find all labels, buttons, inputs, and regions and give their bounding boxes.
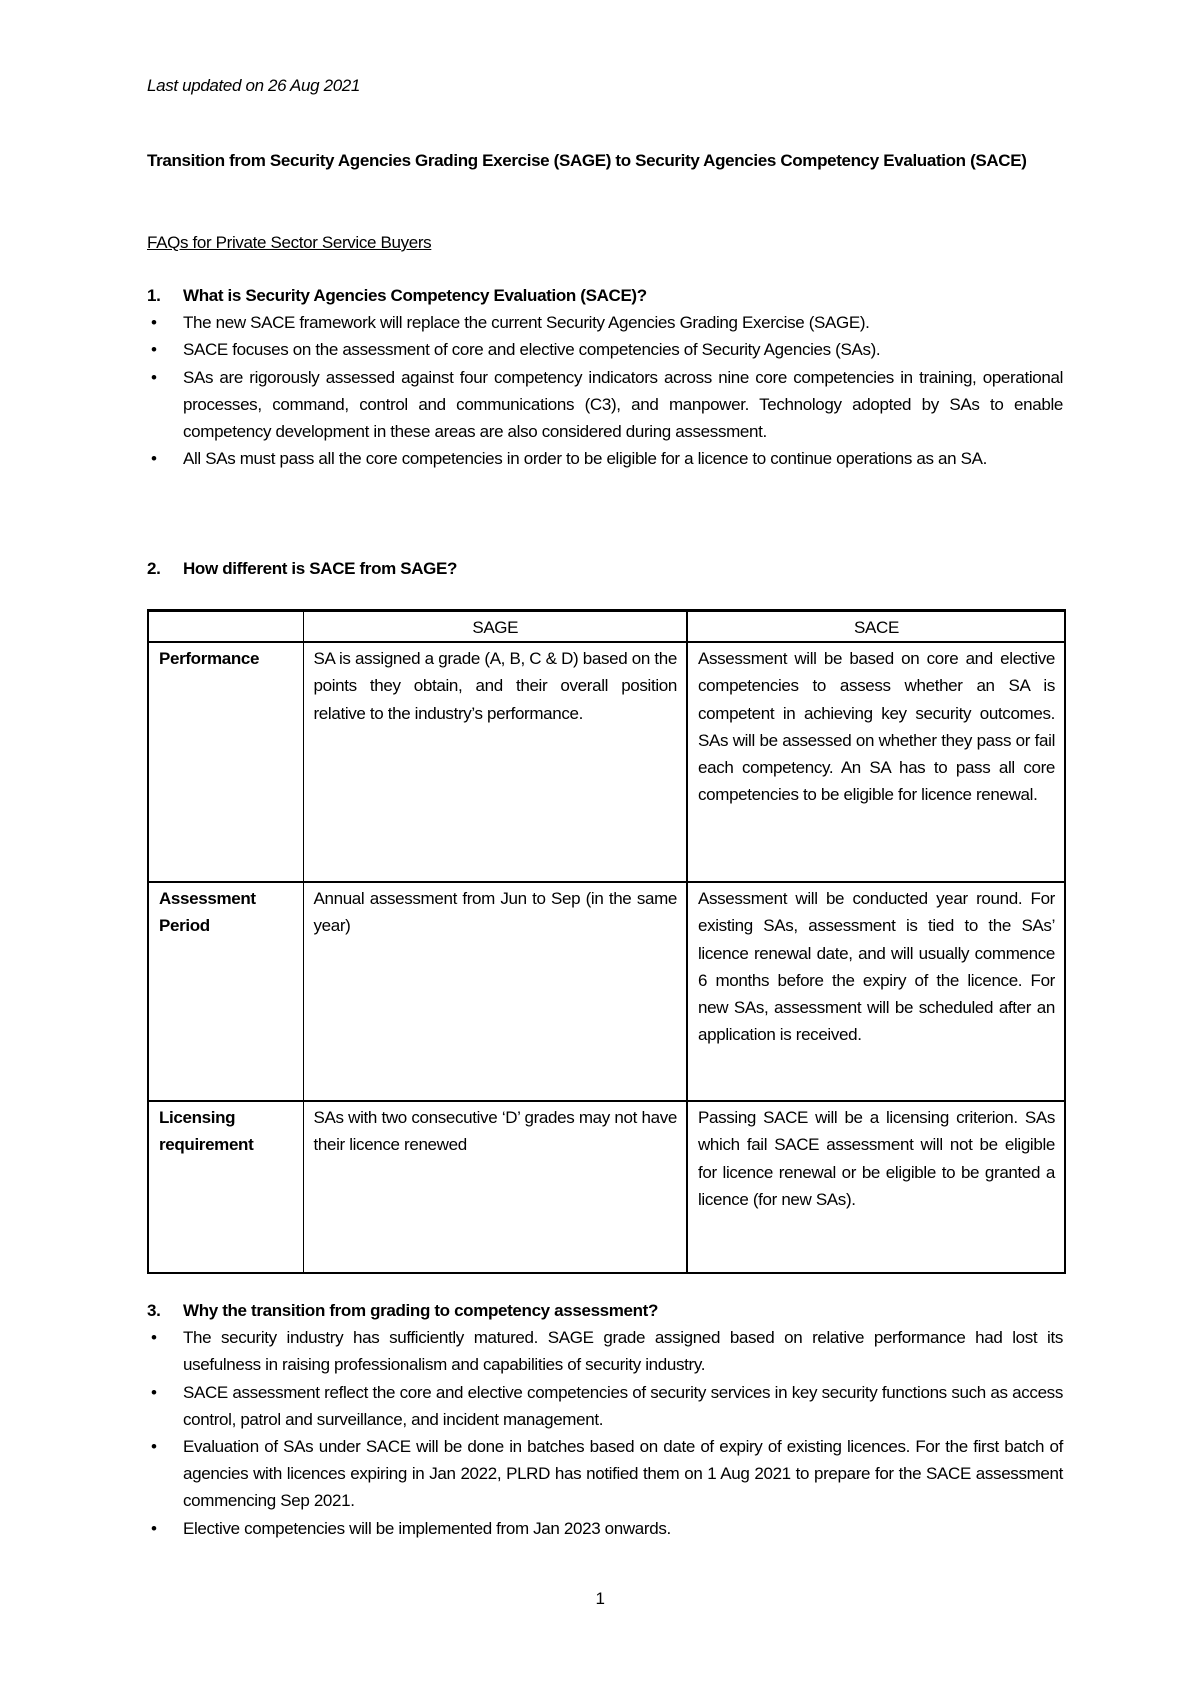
bullet-text: Evaluation of SAs under SACE will be done in batches based on date of expiry of existing licences. For the first batch of agencies with licences expiring in Jan 2022, PLRD has notified them on 1 Aug 2021 to prepare for the SACE assessment commencing Sep 2021.: [183, 1437, 1063, 1511]
bullet-text: SACE focuses on the assessment of core and elective competencies of Security Agencies (SAs).: [183, 340, 881, 360]
sace-cell: Assessment will be based on core and elective competencies to assess whether an SA is competent in achieving key security outcomes. SAs will be assessed on whether they pass or fail each competency. An SA has to pass all core competencies to be eligible for licence renewal.: [687, 642, 1065, 882]
document-title: Transition from Security Agencies Grading Exercise (SAGE) to Security Agencies Competency Evaluation (SACE): [147, 151, 1027, 170]
bullet-text: The new SACE framework will replace the current Security Agencies Grading Exercise (SAGE).: [183, 313, 870, 333]
sage-cell: SAs with two consecutive ‘D’ grades may not have their licence renewed: [303, 1101, 687, 1273]
faq-section-1: [147, 282, 1063, 472]
question-text: What is Security Agencies Competency Evaluation (SACE)?: [183, 286, 647, 305]
row-label: Assessment Period: [148, 882, 303, 1101]
faq-section-3: [147, 1297, 1063, 1542]
header-cell-empty: [148, 611, 303, 643]
bullet-icon: •: [151, 340, 157, 360]
table-row: [148, 882, 1065, 1101]
list-item: [147, 364, 1063, 446]
question-number: 1.: [147, 286, 161, 305]
bullet-icon: •: [151, 313, 157, 333]
sage-cell: SA is assigned a grade (A, B, C & D) based on the points they obtain, and their overall position relative to the industry’s performance.: [303, 642, 687, 882]
bullet-icon: •: [151, 1328, 157, 1348]
bullet-text: Elective competencies will be implemented from Jan 2023 onwards.: [183, 1518, 671, 1538]
sace-cell: Passing SACE will be a licensing criterion. SAs which fail SACE assessment will not be eligible for licence renewal or be eligible to be granted a licence (for new SAs).: [687, 1101, 1065, 1273]
bullet-text: The security industry has sufficiently matured. SAGE grade assigned based on relative performance had lost its usefulness in raising professionalism and capabilities of security industry.: [183, 1328, 1063, 1375]
last-updated: Last updated on 26 Aug 2021: [147, 76, 361, 95]
bullet-text: SACE assessment reflect the core and elective competencies of security services in key security functions such as access control, patrol and surveillance, and incident management.: [183, 1382, 1063, 1429]
list-item: [147, 1515, 1063, 1542]
bullet-icon: •: [151, 1437, 157, 1457]
bullet-icon: •: [151, 1518, 157, 1538]
list-item: [147, 309, 1063, 336]
question-1: [147, 282, 1063, 309]
table-row: [148, 1101, 1065, 1273]
document-subtitle: FAQs for Private Sector Service Buyers: [147, 233, 432, 252]
bullet-text: SAs are rigorously assessed against four competency indicators across nine core competencies in training, operational processes, command, control and communications (C3), and manpower. Technology adopted by SAs to enable competency development in these areas are also considered during assessment.: [183, 367, 1063, 442]
question-2: [147, 555, 1063, 582]
row-label: Licensing requirement: [148, 1101, 303, 1273]
bullet-icon: •: [151, 1382, 157, 1402]
comparison-table: [147, 609, 1066, 1274]
header-cell-sage: SAGE: [303, 611, 687, 643]
question-number: 3.: [147, 1301, 161, 1320]
list-item: [147, 1433, 1063, 1515]
header-cell-sace: SACE: [687, 611, 1065, 643]
sace-cell: Assessment will be conducted year round. For existing SAs, assessment is tied to the SAs’ licence renewal date, and will usually commence 6 months before the expiry of the licence. For new SAs, assessment will be scheduled after an application is received.: [687, 882, 1065, 1101]
bullet-text: All SAs must pass all the core competencies in order to be eligible for a licence to continue operations as an SA.: [183, 449, 987, 469]
list-item: [147, 445, 1063, 472]
question-text: How different is SACE from SAGE?: [183, 559, 458, 578]
list-item: [147, 1324, 1063, 1378]
table-header-row: [148, 611, 1065, 643]
page-number: 1: [595, 1589, 605, 1608]
table-row: [148, 642, 1065, 882]
faq-section-2: [147, 555, 1063, 582]
bullet-icon: •: [151, 449, 157, 469]
bullet-icon: •: [151, 367, 157, 387]
sage-cell: Annual assessment from Jun to Sep (in the same year): [303, 882, 687, 1101]
question-number: 2.: [147, 559, 161, 578]
list-item: [147, 1379, 1063, 1433]
list-item: [147, 336, 1063, 363]
row-label: Performance: [148, 642, 303, 882]
question-text: Why the transition from grading to competency assessment?: [183, 1301, 659, 1320]
question-3: [147, 1297, 1063, 1324]
